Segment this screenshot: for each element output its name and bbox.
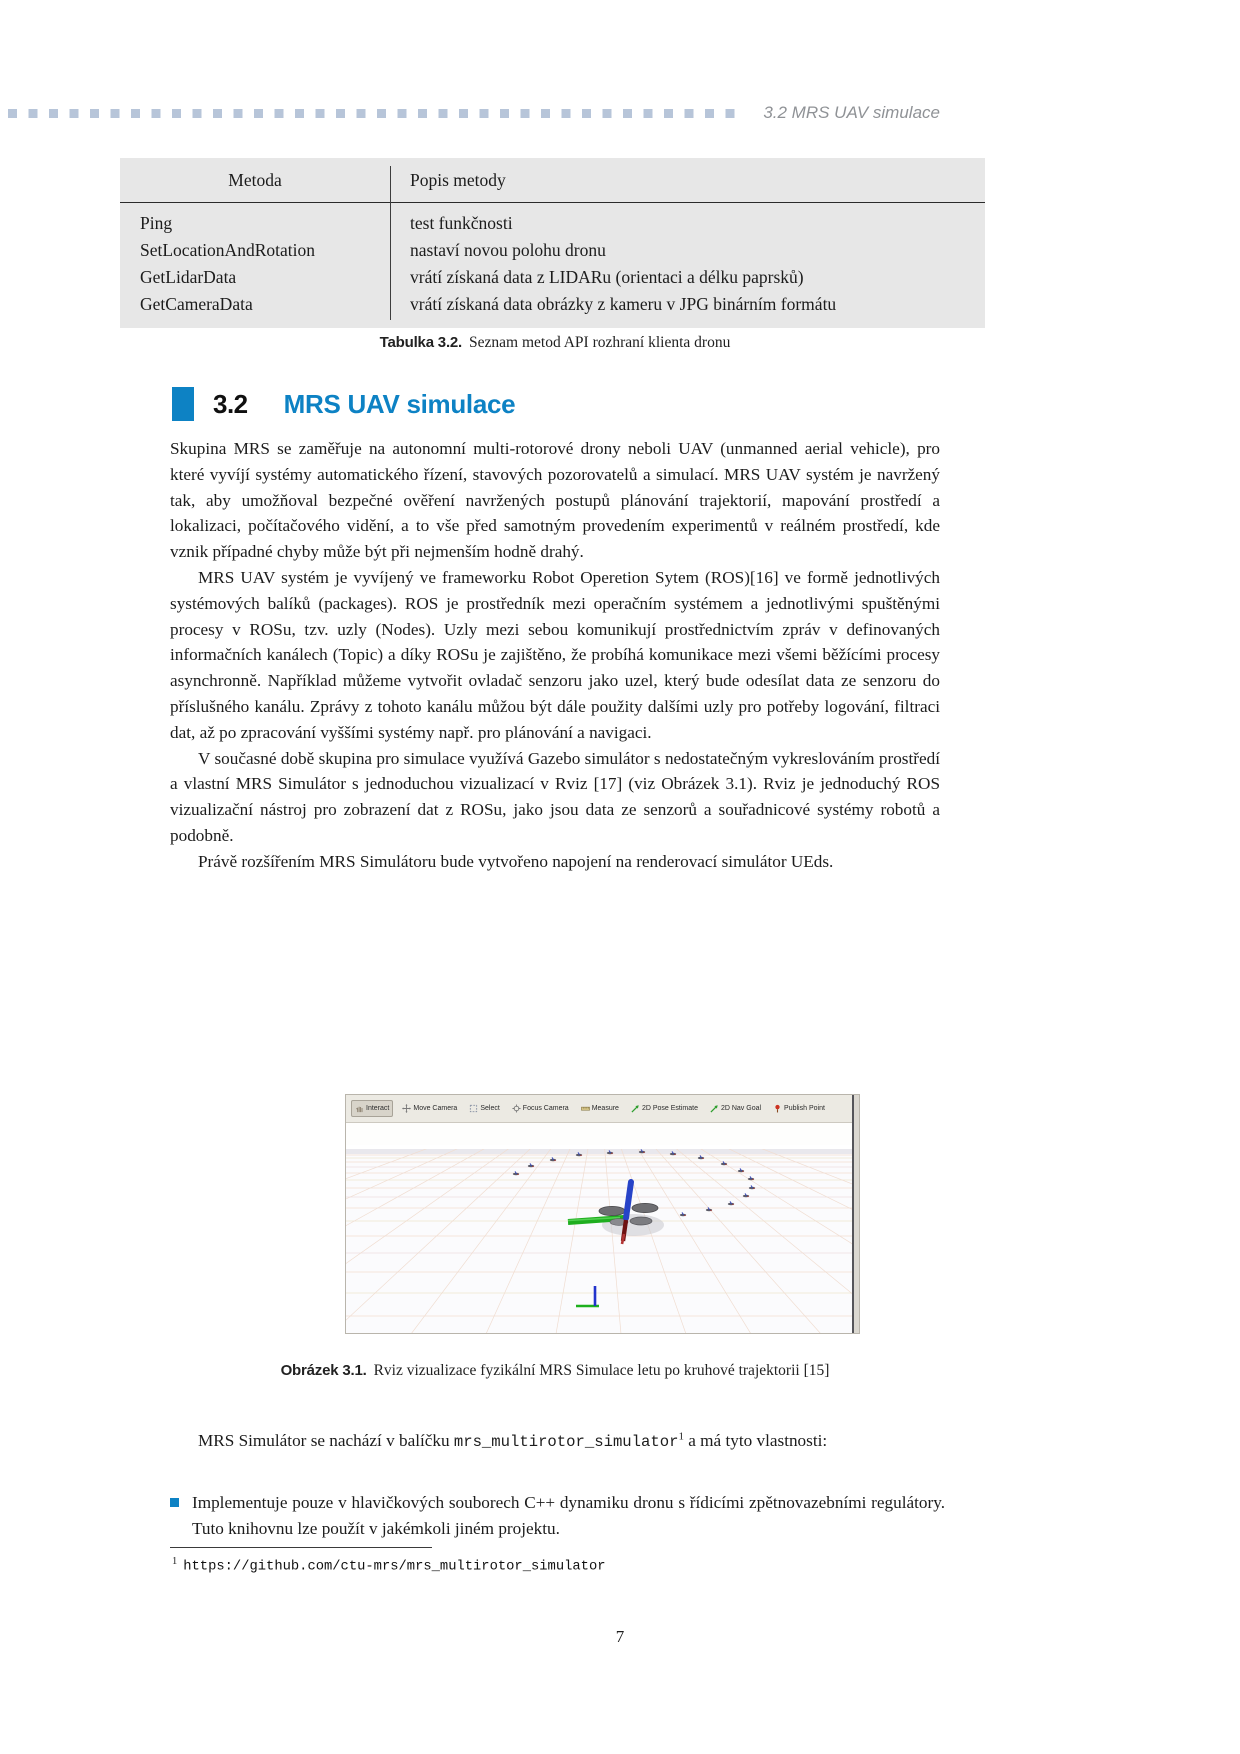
toolbar-button-measure — [578, 1101, 622, 1116]
package-paragraph — [170, 1428, 940, 1456]
rviz-window — [346, 1095, 854, 1333]
paragraph: MRS UAV systém je vyvíjený ve frameworku Robot Operetion Sytem (ROS)[16] ve formě jednotlivých systémových balíků (packages). ROS je prostředník mezi operačním systémem a jednotlivými spuštěnými procesy v ROSu, tzv. uzly (Nodes). Uzly mezi sebou komunikují prostřednictvím zpráv v definovaných informačních kanálech (Topic) a díky ROSu je zajištěno, že probíhá komunikace mezi všemi běžícími procesy asynchronně. Například můžeme vytvořit ovladač senzoru jako uzel, který bude odesílat data ze senzoru do příslušného kanálu. Zprávy z tohoto kanálu můžou být dále použity dalšími uzly pro potřeby logování, filtraci dat, až po zpracování vyššími systémy např. pro plánování a navigaci. — [170, 567, 940, 742]
method-description: vrátí získaná data z LIDARu (orientaci a délku paprsků) — [410, 267, 804, 287]
body-text — [170, 436, 940, 875]
green-arrow-icon — [710, 1104, 719, 1113]
footnote-reference: 1 — [678, 1430, 684, 1443]
move-arrows-icon — [402, 1104, 411, 1113]
header-dotted-rule — [8, 109, 738, 118]
method-description: vrátí získaná data obrázky z kameru v JPG binárním formátu — [410, 294, 837, 314]
paragraph: V současné době skupina pro simulace využívá Gazebo simulátor s nedostatečným vykreslováním prostředí a vlastní MRS Simulátor s jednoduchou vizualizací v Rviz [17] (viz Obrázek 3.1). Rviz je jednoduchý ROS vizualizační nástroj pro zobrazení dat z ROSu, jako jsou data ze senzorů a souřadnicové systémy robotů a podobně. — [170, 748, 940, 845]
section-title: MRS UAV simulace — [283, 388, 516, 419]
green-arrow-icon — [631, 1104, 640, 1113]
toolbar-button-2d-nav-goal — [707, 1101, 764, 1116]
toolbar-button-label: Publish Point — [784, 1105, 825, 1112]
footnote-rule — [170, 1547, 432, 1548]
toolbar-button-interact — [351, 1100, 393, 1117]
footnote-url-link[interactable]: https://github.com/ctu-mrs/mrs_multirotor_simulator — [183, 1559, 606, 1575]
figure-caption-text: Rviz vizualizace fyzikální MRS Simulace letu po kruhové trajektorii [15] — [373, 1362, 830, 1379]
table-row — [120, 264, 985, 291]
running-header — [0, 103, 1240, 125]
selection-box-icon — [469, 1104, 478, 1113]
table-caption-text: Seznam metod API rozhraní klienta dronu — [469, 334, 731, 351]
toolbar-button-label: 2D Pose Estimate — [641, 1105, 698, 1112]
method-name: Ping — [140, 213, 173, 233]
package-name-code: mrs_multirotor_simulator — [453, 1433, 679, 1451]
bullet-text: Implementuje pouze v hlavičkových souborech C++ dynamiku dronu s řídicími zpětnovazebními regulátory. Tuto knihovnu lze použít v jakémkoli jiném projektu. — [192, 1493, 945, 1538]
rviz-screenshot-figure — [345, 1094, 860, 1334]
method-name: SetLocationAndRotation — [140, 240, 315, 260]
package-paragraph-after: a má tyto vlastnosti: — [683, 1431, 828, 1450]
figure-caption — [170, 1362, 940, 1380]
rviz-3d-view — [346, 1145, 852, 1333]
toolbar-button-2d-pose-estimate — [628, 1101, 701, 1116]
toolbar-button-label: Select — [480, 1105, 500, 1112]
page-number: 7 — [615, 1627, 625, 1646]
footnote-marker: 1 — [172, 1556, 178, 1567]
table-header-row — [120, 158, 985, 203]
bullet-square-icon — [170, 1498, 179, 1507]
toolbar-button-move-camera — [399, 1101, 460, 1116]
rviz-render-sky — [346, 1123, 852, 1145]
toolbar-button-select — [466, 1101, 502, 1116]
toolbar-button-publish-point — [770, 1101, 828, 1116]
table-caption — [170, 334, 940, 352]
paragraph: Skupina MRS se zaměřuje na autonomní multi-rotorové drony neboli UAV (unmanned aerial vehicle), pro které vyvíjí systémy automatického řízení, stavových pozorovatelů a simulací. MRS UAV systém je navržený tak, aby umožňoval bezpečné ověření navržených postupů plánování trajektorií, mapování prostředí a lokalizaci, počítačového vidění, a to vše před samotným provedením experimentů v reálném prostředí, kde vznik případné chyby může být při nejmenším hodně drahý. — [170, 439, 940, 562]
crosshair-icon — [512, 1104, 521, 1113]
package-paragraph-before: MRS Simulátor se nachází v balíčku — [198, 1431, 454, 1450]
running-header-title: 3.2 MRS UAV simulace — [763, 103, 940, 122]
hand-icon — [355, 1104, 364, 1113]
bullet-item — [170, 1490, 945, 1542]
toolbar-button-label: Measure — [591, 1105, 619, 1112]
table-row — [120, 291, 985, 318]
method-description: test funkčnosti — [410, 213, 513, 233]
ruler-icon — [581, 1104, 590, 1113]
table-caption-label: Tabulka 3.2. — [379, 334, 463, 351]
toolbar-button-label: 2D Nav Goal — [720, 1105, 762, 1112]
table-row — [120, 210, 985, 237]
table-body — [120, 203, 985, 318]
method-name: GetCameraData — [140, 294, 253, 314]
rviz-toolbar — [346, 1095, 852, 1123]
table-header-method: Metoda — [228, 169, 282, 190]
section-marker-icon — [172, 387, 194, 421]
toolbar-button-label: Interact — [366, 1105, 390, 1112]
method-description: nastaví novou polohu dronu — [410, 240, 606, 260]
section-heading — [172, 387, 515, 421]
table-column-divider — [390, 166, 391, 320]
table-row — [120, 237, 985, 264]
toolbar-button-label: Focus Camera — [522, 1105, 569, 1112]
paragraph: Právě rozšířením MRS Simulátoru bude vytvořeno napojení na renderovací simulátor UEds. — [198, 851, 834, 871]
method-name: GetLidarData — [140, 267, 237, 287]
section-number: 3.2 — [213, 388, 248, 419]
toolbar-button-label: Move Camera — [413, 1105, 458, 1112]
map-pin-icon — [773, 1104, 782, 1113]
figure-caption-label: Obrázek 3.1. — [280, 1362, 367, 1379]
table-header-description: Popis metody — [410, 169, 506, 190]
footnote — [172, 1556, 606, 1575]
toolbar-button-focus-camera — [509, 1101, 572, 1116]
api-methods-table — [120, 158, 985, 328]
